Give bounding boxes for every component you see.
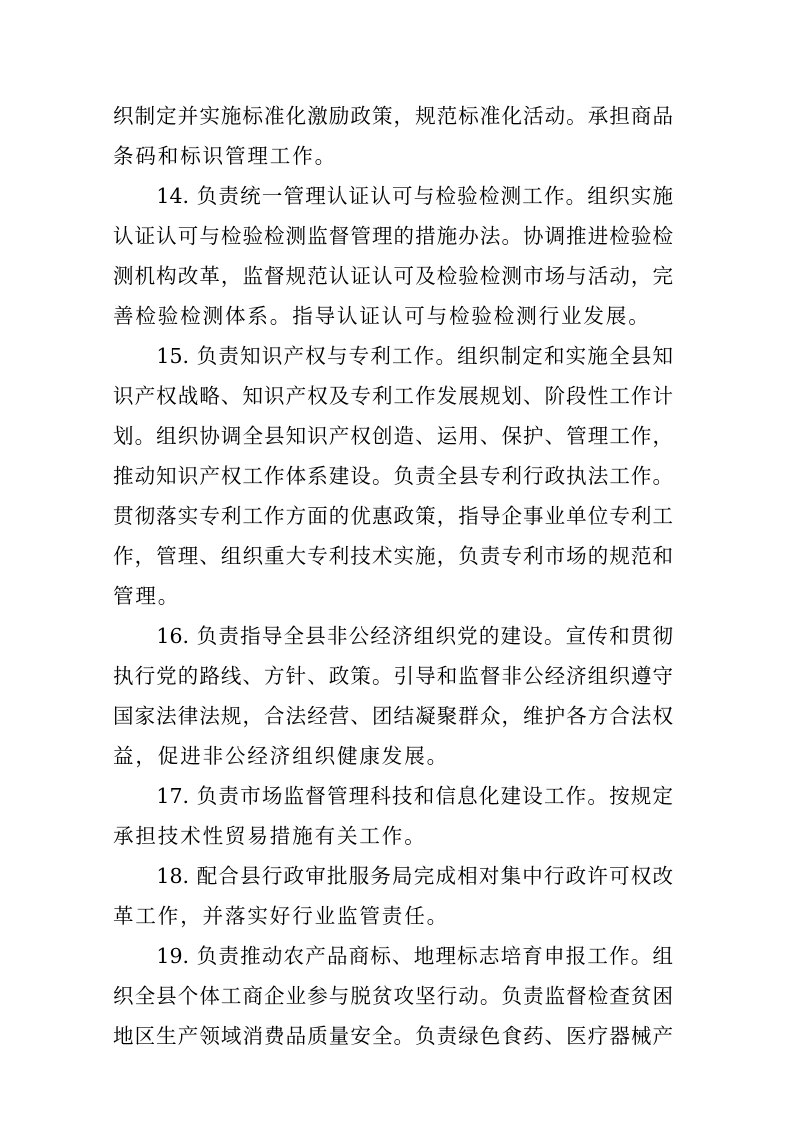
text-line: 14. 负责统一管理认证认可与检验检测工作。组织实施 [113,184,673,208]
text-line: 革工作，并落实好行业监管责任。 [113,904,449,928]
text-line: 条码和标识管理工作。 [113,144,337,168]
text-line: 16. 负责指导全县非公经济组织党的建设。宣传和贯彻 [113,624,673,648]
text-line: 管理。 [113,584,181,608]
text-line: 划。组织协调全县知识产权创造、运用、保护、管理工作， [113,424,673,448]
text-line: 15. 负责知识产权与专利工作。组织制定和实施全县知 [113,344,673,368]
text-line: 认证认可与检验检测监督管理的措施办法。协调推进检验检 [113,224,673,248]
text-line: 织制定并实施标准化激励政策，规范标准化活动。承担商品 [113,104,673,128]
text-line: 识产权战略、知识产权及专利工作发展规划、阶段性工作计 [113,384,673,408]
text-line: 作，管理、组织重大专利技术实施，负责专利市场的规范和 [113,544,673,568]
text-line: 推动知识产权工作体系建设。负责全县专利行政执法工作。 [113,464,673,488]
text-line: 贯彻落实专利工作方面的优惠政策，指导企事业单位专利工 [113,504,673,528]
text-line: 地区生产领域消费品质量安全。负责绿色食药、医疗器械产 [113,1024,673,1048]
text-line: 执行党的路线、方针、政策。引导和监督非公经济组织遵守 [113,664,673,688]
text-line: 18. 配合县行政审批服务局完成相对集中行政许可权改 [113,864,673,888]
text-line: 国家法律法规，合法经营、团结凝聚群众，维护各方合法权 [113,704,673,728]
document-page [113,96,673,1056]
text-line: 17. 负责市场监督管理科技和信息化建设工作。按规定 [113,784,673,808]
text-line: 测机构改革，监督规范认证认可及检验检测市场与活动，完 [113,264,673,288]
text-line: 19. 负责推动农产品商标、地理标志培育申报工作。组 [113,944,673,968]
text-line: 益，促进非公经济组织健康发展。 [113,744,449,768]
text-line: 承担技术性贸易措施有关工作。 [113,824,427,848]
text-line: 织全县个体工商企业参与脱贫攻坚行动。负责监督检查贫困 [113,984,673,1008]
text-line: 善检验检测体系。指导认证认可与检验检测行业发展。 [113,304,651,328]
